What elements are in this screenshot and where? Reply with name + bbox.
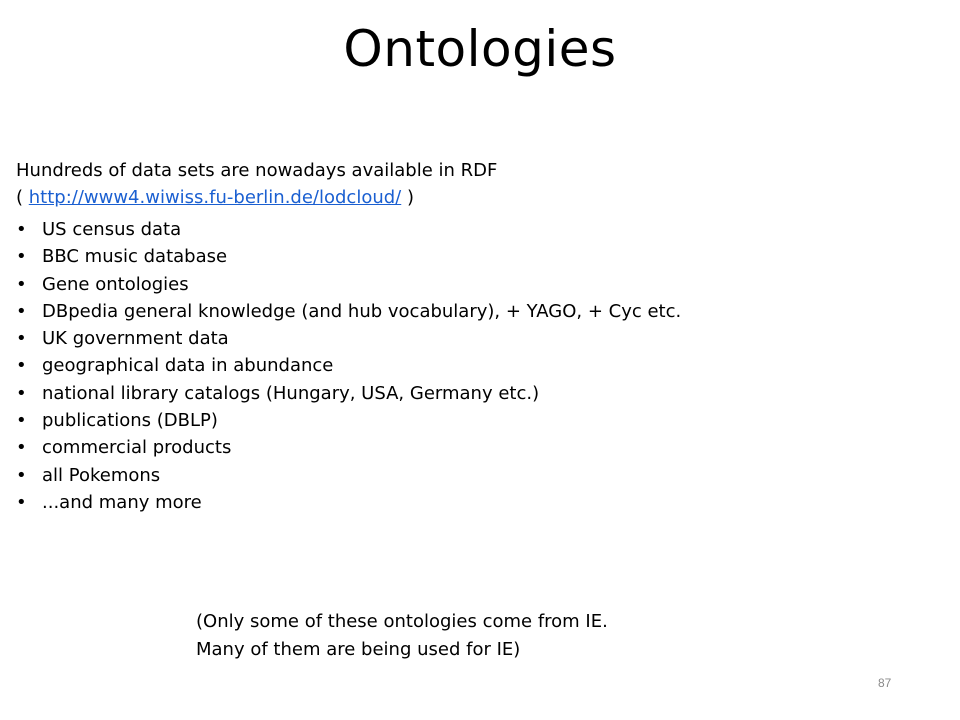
list-item: [16, 434, 681, 461]
list-item: [16, 271, 681, 298]
bullet-icon: •: [16, 355, 27, 377]
footnote-line-1: (Only some of these ontologies come from IE.: [196, 611, 608, 632]
list-item-text: DBpedia general knowledge (and hub vocabulary), + YAGO, + Cyc etc.: [42, 300, 682, 322]
list-item: [16, 352, 681, 379]
page-number: 87: [878, 676, 892, 690]
list-item: [16, 243, 681, 270]
bullet-icon: •: [16, 382, 27, 404]
bullet-icon: •: [16, 464, 27, 486]
list-item-text: Gene ontologies: [42, 273, 189, 295]
intro-paragraph: [16, 157, 497, 211]
footnote-line-2: Many of them are being used for IE): [196, 639, 521, 660]
list-item-text: UK government data: [42, 328, 229, 350]
list-item: [16, 407, 681, 434]
bullet-icon: •: [16, 300, 27, 322]
list-item-text: geographical data in abundance: [42, 355, 334, 377]
list-item-text: publications (DBLP): [42, 410, 218, 432]
lodcloud-link[interactable]: http://www4.wiwiss.fu-berlin.de/lodcloud/: [28, 187, 402, 208]
bullet-icon: •: [16, 246, 27, 268]
list-item-text: national library catalogs (Hungary, USA, Germany etc.): [42, 382, 540, 404]
list-item: [16, 462, 681, 489]
list-item-text: all Pokemons: [42, 464, 161, 486]
list-item: [16, 489, 681, 516]
bullet-icon: •: [16, 328, 27, 350]
list-item: [16, 380, 681, 407]
list-item: [16, 216, 681, 243]
footnote: [196, 608, 608, 664]
bullet-icon: •: [16, 491, 27, 513]
list-item: [16, 298, 681, 325]
bullet-list: [16, 216, 681, 516]
list-item: [16, 325, 681, 352]
bullet-icon: •: [16, 219, 27, 240]
list-item-text: ...and many more: [42, 491, 202, 513]
intro-paren-close: ): [401, 187, 414, 208]
bullet-icon: •: [16, 273, 27, 295]
list-item-text: commercial products: [42, 437, 232, 459]
list-item-text: BBC music database: [42, 246, 228, 268]
slide-title: Ontologies: [343, 20, 617, 78]
list-item-text: US census data: [42, 219, 182, 240]
intro-paren-open: (: [16, 187, 29, 208]
bullet-icon: •: [16, 410, 27, 432]
bullet-icon: •: [16, 437, 27, 459]
intro-text: Hundreds of data sets are nowadays available in RDF: [16, 160, 498, 181]
